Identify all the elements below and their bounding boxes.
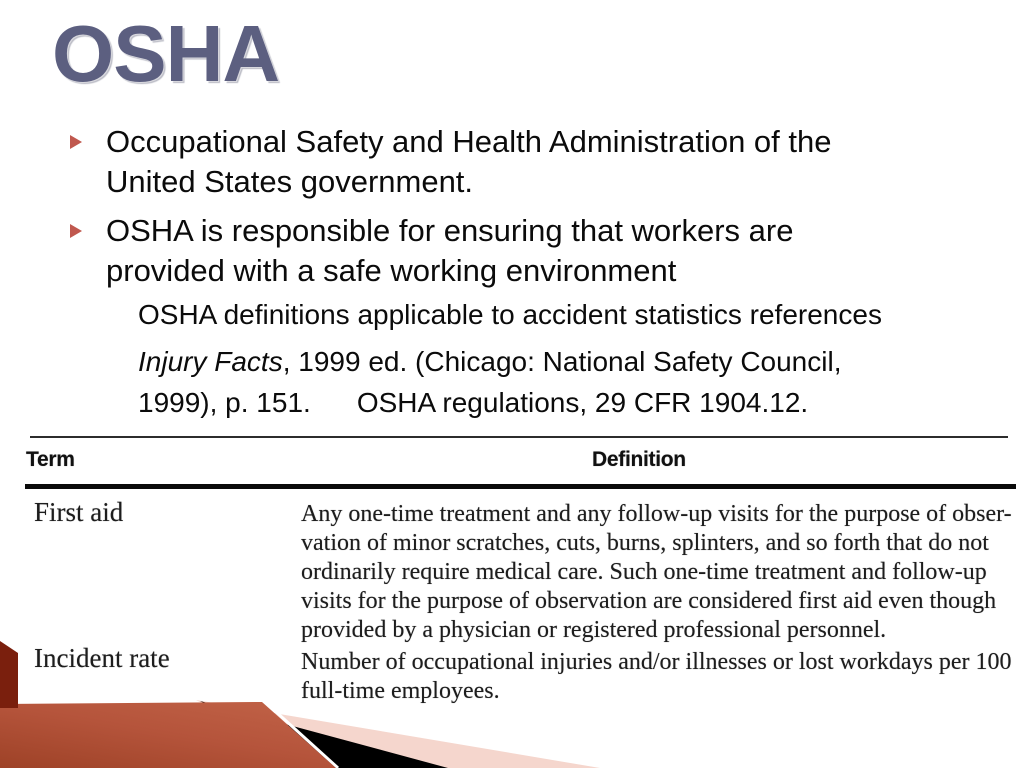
definition-line: visits for the purpose of observation are considered first aid even though [301, 588, 997, 614]
definition-line: vation of minor scratches, cuts, burns, splinters, and so forth that do not [301, 530, 989, 556]
table-row-definition [301, 500, 1012, 645]
bullet-text-line: provided with a safe working environment [106, 253, 677, 288]
corner-decoration [0, 638, 620, 768]
definition-line: ordinarily require medical care. Such one-time treatment and follow-up [301, 559, 987, 585]
table-row-term: First aid [34, 497, 124, 527]
citation-rest: , 1999 ed. (Chicago: National Safety Council, [282, 346, 842, 377]
page-title: OSHA [52, 9, 280, 98]
citation-title: Injury Facts [138, 346, 283, 377]
table-header-rule [25, 484, 1016, 489]
citation-regulation: OSHA regulations, 29 CFR 1904.12. [356, 387, 809, 418]
definition-line: provided by a physician or registered professional personnel. [301, 617, 887, 643]
list-item [66, 122, 966, 202]
citation-block [138, 298, 882, 420]
triangle-bullet-icon [70, 135, 82, 149]
bullet-text-line: United States government. [106, 164, 474, 199]
definition-line: full-time employees. [301, 678, 500, 704]
definition-line: Number of occupational injuries and/or illnesses or lost workdays per 100 [301, 649, 1012, 675]
table-top-rule [30, 436, 1008, 438]
definition-line: Any one-time treatment and any follow-up visits for the purpose of obser- [301, 501, 1012, 527]
bullet-list [66, 122, 966, 300]
red-triangle [0, 702, 336, 768]
note-line [138, 345, 882, 379]
note-line: OSHA definitions applicable to accident statistics references [138, 299, 882, 330]
column-header-term: Term [26, 448, 75, 471]
maroon-edge-wedge [0, 641, 18, 708]
list-item [66, 211, 966, 291]
column-header-definition: Definition [592, 448, 686, 471]
citation-page: 1999), p. 151. [138, 387, 311, 418]
bullet-text-line: Occupational Safety and Health Administration of the [106, 124, 832, 159]
triangle-bullet-icon [70, 224, 82, 238]
table-row-term: Incident rate [34, 643, 170, 673]
bullet-text-line: OSHA is responsible for ensuring that workers are [106, 213, 794, 248]
note-line [138, 386, 882, 420]
